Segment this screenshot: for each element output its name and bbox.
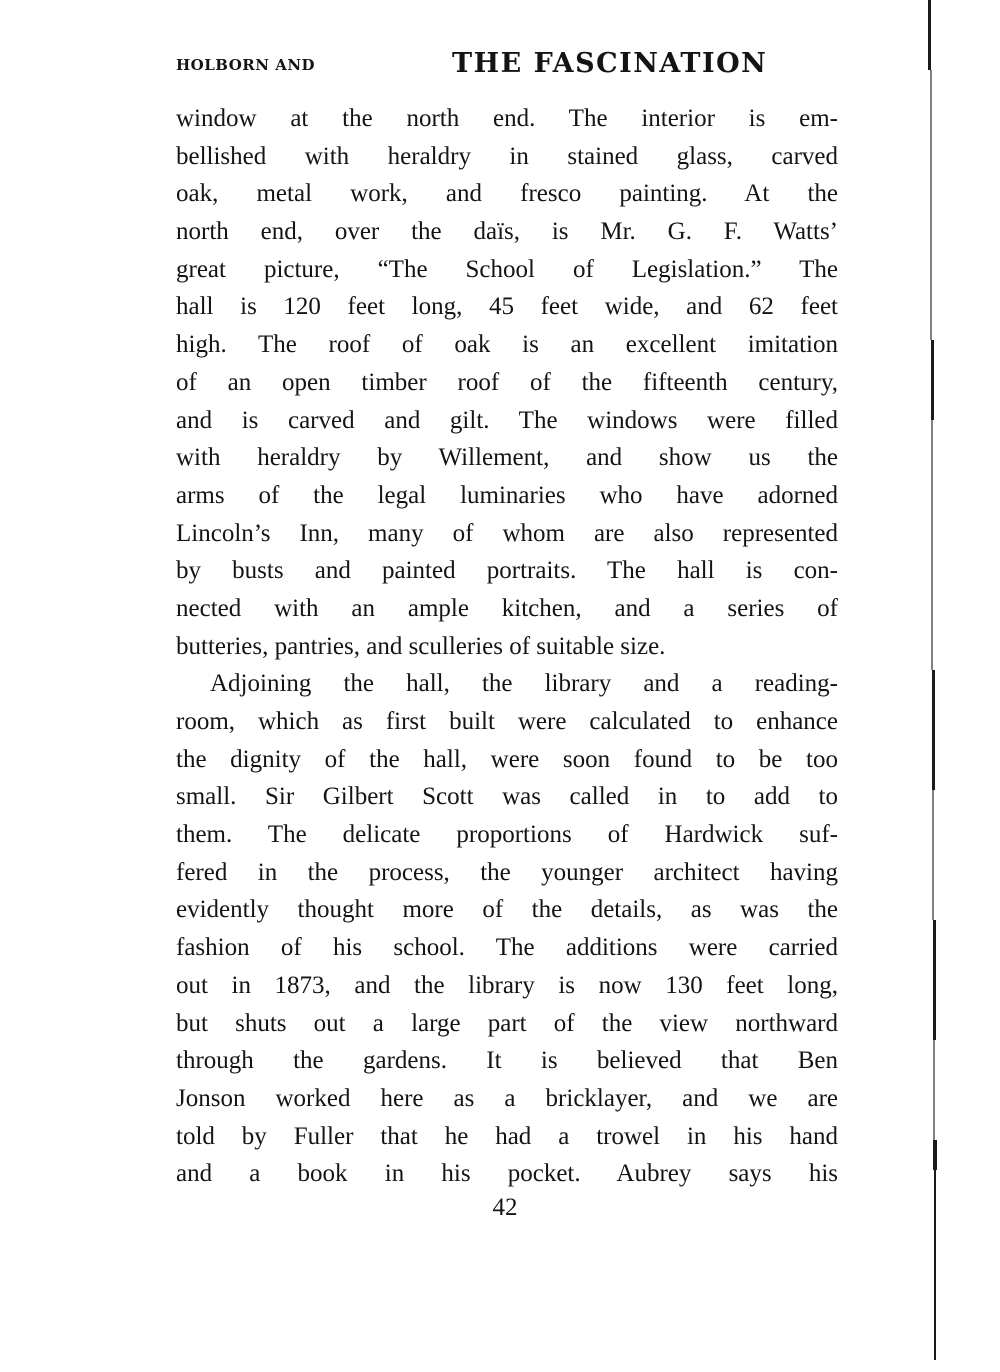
- page-edge-line: [933, 920, 936, 1040]
- text-line: north end, over the daïs, is Mr. G. F. Watts’: [176, 218, 838, 246]
- text-line: the dignity of the hall, were soon found to be too: [176, 745, 838, 773]
- text-line: told by Fuller that he had a trowel in his hand: [176, 1122, 838, 1150]
- text-line: room, which as first built were calculated to enhance: [176, 708, 838, 735]
- text-line: of an open timber roof of the fifteenth century,: [176, 368, 838, 396]
- text-line: by busts and painted portraits. The hall is con-: [176, 557, 838, 585]
- paragraph-1: [176, 100, 838, 665]
- page-edge-line: [928, 0, 931, 70]
- text-line: Adjoining the hall, the library and a reading-: [210, 670, 838, 698]
- body-text: [176, 100, 838, 1193]
- running-head-left: HOLBORN AND: [176, 56, 316, 74]
- text-line: arms of the legal luminaries who have adorned: [176, 481, 838, 509]
- text-line: great picture, “The School of Legislation.” The: [176, 255, 838, 283]
- text-line: hall is 120 feet long, 45 feet wide, and 62 feet: [176, 293, 838, 321]
- text-line: bellished with heraldry in stained glass, carved: [176, 142, 838, 170]
- text-line: high. The roof of oak is an excellent imitation: [176, 331, 838, 359]
- text-line: fered in the process, the younger architect having: [176, 858, 838, 886]
- page-edge-line: [931, 420, 933, 670]
- text-line: and a book in his pocket. Aubrey says his: [176, 1160, 838, 1188]
- text-line: through the gardens. It is believed that Ben: [176, 1047, 838, 1075]
- text-line: out in 1873, and the library is now 130 feet long,: [176, 971, 838, 999]
- page-number: 42: [492, 1194, 518, 1221]
- text-line: evidently thought more of the details, as was the: [176, 896, 838, 924]
- text-line: fashion of his school. The additions were carried: [176, 934, 838, 962]
- text-line: Lincoln’s Inn, many of whom are also represented: [176, 519, 838, 547]
- paragraph-2: [176, 665, 838, 1193]
- running-head-right: THE FASCINATION: [452, 48, 768, 79]
- text-line: but shuts out a large part of the view northward: [176, 1009, 838, 1037]
- text-line: small. Sir Gilbert Scott was called in to add to: [176, 783, 838, 811]
- text-line: them. The delicate proportions of Hardwick suf-: [176, 821, 838, 849]
- text-line: window at the north end. The interior is em-: [176, 105, 838, 132]
- page-edge-line: [932, 670, 935, 790]
- page-edge-line: [932, 790, 934, 920]
- page-edge-line: [931, 340, 934, 420]
- text-line: nected with an ample kitchen, and a series of: [176, 594, 838, 622]
- page-edge-line: [934, 1170, 936, 1360]
- text-line: butteries, pantries, and sculleries of suitable size.: [176, 632, 666, 660]
- page-edge-line: [930, 70, 932, 340]
- text-line: Jonson worked here as a bricklayer, and we are: [176, 1084, 838, 1112]
- running-head: [176, 48, 836, 82]
- page-edge-line: [933, 1040, 935, 1140]
- text-line: and is carved and gilt. The windows were filled: [176, 406, 838, 434]
- text-line: oak, metal work, and fresco painting. At the: [176, 180, 838, 208]
- text-line: with heraldry by Willement, and show us the: [176, 444, 838, 472]
- page-edge-line: [933, 1140, 937, 1170]
